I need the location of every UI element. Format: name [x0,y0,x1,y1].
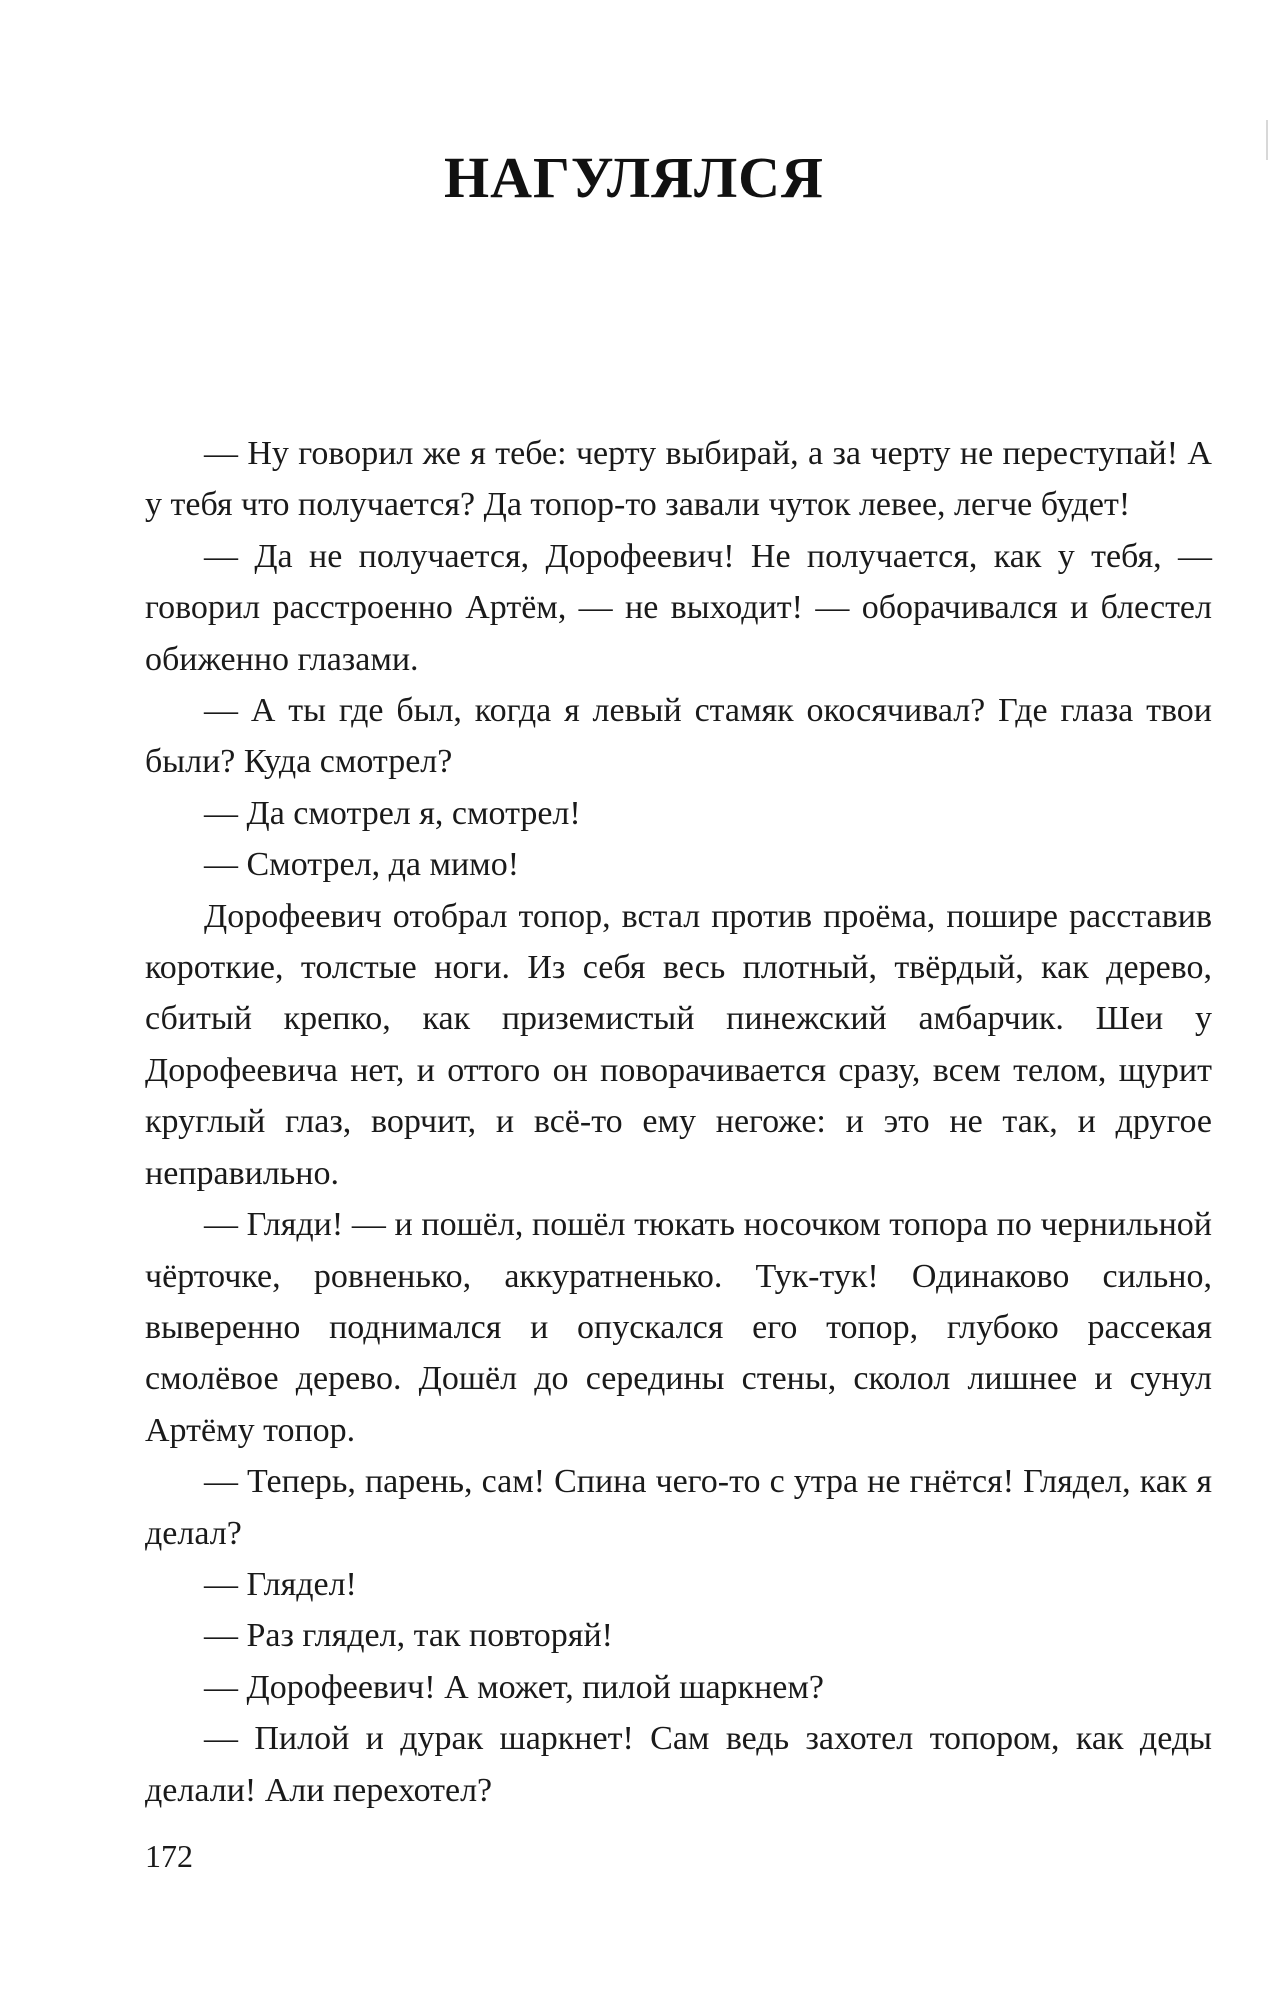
chapter-title: НАГУЛЯЛСЯ [444,145,824,210]
paragraph: — Ну говорил же я тебе: черту выбирай, а за черту не переступай! А у тебя что получается? Да топор-то завали чуток левее, легче будет! [145,435,1212,524]
paragraph: Дорофеевич отобрал топор, встал против проёма, пошире расставив короткие, толстые ноги. Из себя весь плотный, твёрдый, как дерево, сбитый крепко, как приземистый пинежский амбарчик. Шеи у Дорофеевича нет, и оттого он поворачивается сразу, всем телом, щурит круглый глаз, ворчит, и всё-то ему негоже: и это не так, и другое неправильно. [145,897,1212,1192]
paragraph: — Да не получается, Дорофеевич! Не получается, как у тебя, — говорил расстроенно Артём, — не выходит! — оборачивался и блестел обиженно глазами. [145,537,1212,678]
text-body [145,428,1212,1816]
page-number: 172 [145,1838,193,1874]
paragraph: — Гляди! — и пошёл, пошёл тюкать носочком топора по чернильной чёрточке, ровненько, аккуратненько. Тук-тук! Одинаково сильно, выверенно поднимался и опускался его топор, глубоко рассекая смолёвое дерево. Дошёл до середины стены, сколол лишнее и сунул Артёму топор. [145,1206,1212,1449]
paragraph: — Смотрел, да мимо! [204,846,520,884]
paragraph: — А ты где был, когда я левый стамяк окосячивал? Где глаза твои были? Куда смотрел? [145,692,1212,781]
paragraph: — Дорофеевич! А может, пилой шаркнем? [204,1668,824,1706]
paragraph: — Да смотрел я, смотрел! [204,794,581,832]
paragraph: — Пилой и дурак шаркнет! Сам ведь захотел топором, как деды делали! Али перехотел? [145,1720,1212,1809]
paragraph: — Глядел! [204,1565,357,1603]
paragraph: — Теперь, парень, сам! Спина чего-то с утра не гнётся! Глядел, как я делал? [145,1463,1212,1552]
paragraph: — Раз глядел, так повторяй! [204,1617,613,1655]
